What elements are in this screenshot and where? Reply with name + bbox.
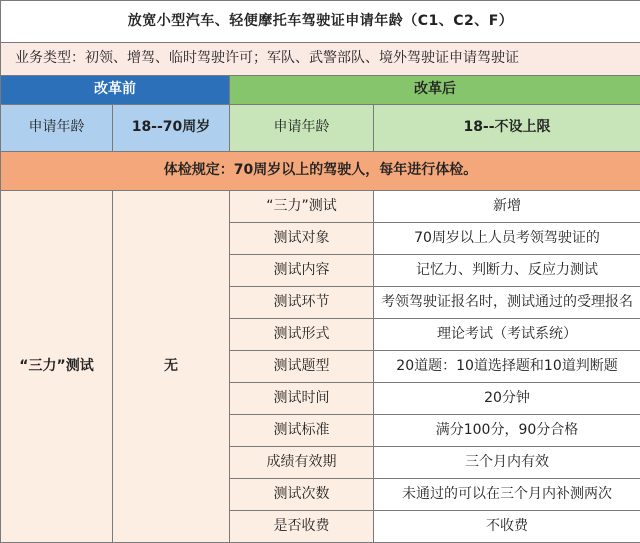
test-item-value: 理论考试（考试系统）	[374, 319, 640, 351]
test-item-value: 记忆力、判断力、反应力测试	[374, 255, 640, 287]
before-age-value: 18--70周岁	[113, 105, 230, 152]
test-item-label: 测试题型	[230, 351, 374, 383]
after-age-value: 18--不设上限	[374, 105, 640, 152]
header-after-reform: 改革后	[230, 76, 640, 105]
test-item-label: 成绩有效期	[230, 447, 374, 479]
test-item-label: “三力”测试	[230, 191, 374, 223]
test-item-label: 测试环节	[230, 287, 374, 319]
test-item-label: 测试次数	[230, 479, 374, 511]
test-item-value: 70周岁以上人员考领驾驶证的	[374, 223, 640, 255]
before-age-label: 申请年龄	[1, 105, 113, 152]
exam-rule: 体检规定：70周岁以上的驾驶人，每年进行体检。	[1, 152, 640, 191]
test-item-value: 考领驾驶证报名时，测试通过的受理报名	[374, 287, 640, 319]
after-age-label: 申请年龄	[230, 105, 374, 152]
test-item-value: 未通过的可以在三个月内补测两次	[374, 479, 640, 511]
test-item-value: 20道题：10道选择题和10道判断题	[374, 351, 640, 383]
test-item-label: 测试标准	[230, 415, 374, 447]
test-item-value: 三个月内有效	[374, 447, 640, 479]
test-item-label: 测试形式	[230, 319, 374, 351]
business-type: 业务类型：初领、增驾、临时驾驶许可；军队、武警部队、境外驾驶证申请驾驶证	[1, 43, 640, 76]
test-section-label: “三力”测试	[1, 191, 113, 543]
header-before-reform: 改革前	[1, 76, 230, 105]
test-item-label: 是否收费	[230, 511, 374, 543]
test-item-label: 测试对象	[230, 223, 374, 255]
test-item-value: 不收费	[374, 511, 640, 543]
test-item-value: 新增	[374, 191, 640, 223]
test-item-value: 20分钟	[374, 383, 640, 415]
test-item-label: 测试内容	[230, 255, 374, 287]
test-before-value: 无	[113, 191, 230, 543]
test-item-label: 测试时间	[230, 383, 374, 415]
test-item-value: 满分100分，90分合格	[374, 415, 640, 447]
page-title: 放宽小型汽车、轻便摩托车驾驶证申请年龄（C1、C2、F）	[1, 1, 640, 43]
